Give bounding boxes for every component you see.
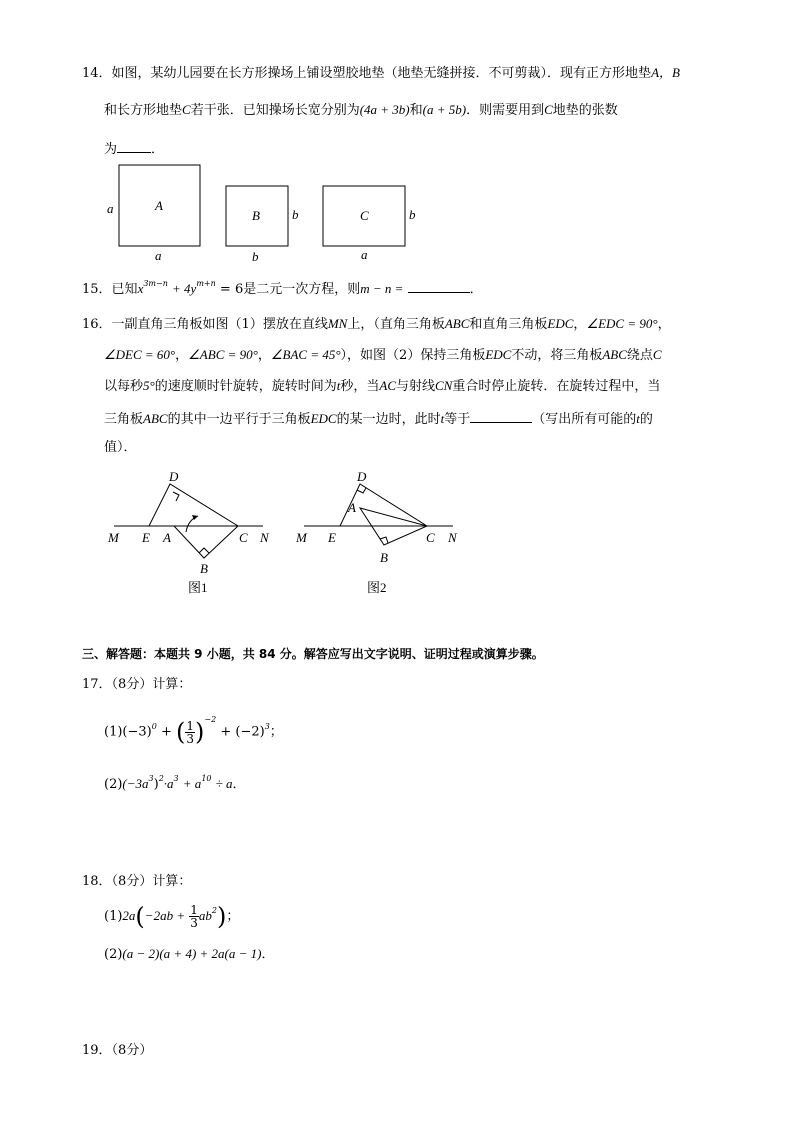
label-A: A	[155, 198, 163, 213]
q16-l1c: 和直角三角板	[469, 317, 548, 332]
q17-p1-e1: 0	[151, 721, 157, 731]
q17-p2-e2: 2	[158, 774, 164, 783]
q18-p1-a: 2a	[122, 908, 136, 923]
fig1-rotation-arrow	[186, 516, 198, 532]
q17-p2-e1: 3	[148, 774, 154, 783]
fig1-label-e: E	[142, 530, 150, 545]
fig1-triangle-edc	[149, 484, 238, 526]
q14-var-c: C	[182, 102, 191, 117]
q16-l3b: 的速度顺时针旋转，旋转时间为	[154, 379, 337, 394]
q17-p1-e2: −2	[204, 714, 217, 724]
q18-p2-label: (2)	[104, 947, 123, 962]
q16-l3d: 与射线	[396, 379, 436, 394]
fig1-triangle-abc	[174, 526, 238, 558]
q16-l4b: 的其中一边平行于三角板	[167, 412, 311, 427]
q16-t2: t	[440, 411, 445, 426]
q16-sep2: ，	[257, 348, 271, 363]
fig2-label-b: B	[380, 550, 388, 565]
q15-end: ．	[469, 282, 483, 297]
q14-text1: 如图，某幼儿园要在长方形操场上铺设塑胶地垫（地垫无缝拼接．不可剪裁）．现有正方形地垫	[111, 66, 652, 81]
q17-p2-end: ．	[232, 777, 246, 792]
q16-edc2: EDC	[485, 347, 512, 362]
q17-frac-num: 1	[186, 718, 195, 733]
label-b-bottom: b	[252, 249, 259, 264]
q16-deg: 5°	[143, 378, 155, 393]
q18-part2	[104, 945, 275, 964]
q18-p1-label: (1)	[104, 909, 123, 924]
q17-p1-t1: (−3)	[122, 724, 152, 740]
q14-text3-end: ．	[151, 142, 165, 157]
q16-l3c: 秒，当	[340, 379, 380, 394]
fig2-label-e: E	[328, 530, 336, 545]
q16-l4c: 的某一边时，此时	[336, 412, 441, 427]
fig2-caption: 图2	[367, 580, 387, 595]
label-a-bottom-c: a	[361, 247, 368, 262]
q17-p1-plus2: +	[220, 724, 232, 740]
q16-edc: EDC	[547, 316, 574, 331]
q17-p2-label: (2)	[104, 777, 123, 792]
q17-p1-t3: (−2)	[235, 724, 265, 740]
q16-t: t	[336, 378, 341, 393]
q15-exp2: m+n	[196, 279, 216, 288]
q16-edc3: EDC	[310, 411, 337, 426]
q16-angle-edc: ∠EDC = 90°	[586, 316, 658, 331]
q14-text2d: 地垫的张数	[552, 103, 618, 118]
q19-header: 19．（8分）	[82, 1043, 153, 1058]
fig1-label-n: N	[260, 530, 269, 545]
q14-text2b: 若干张．已知操场长宽分别为	[190, 103, 360, 118]
q15-exp1: 3m−n	[143, 279, 168, 288]
fig1-right-angle-b	[199, 548, 209, 553]
q16-figure1	[100, 468, 280, 598]
q16-line1	[82, 315, 671, 334]
q15-prefix: 已知	[111, 282, 138, 297]
q14-text3: 为	[104, 142, 118, 157]
q14-figure	[100, 160, 430, 264]
q14-line2	[104, 101, 618, 120]
q16-figure2	[290, 468, 470, 598]
q16-mn: MN	[327, 316, 348, 331]
q15-number: 15．	[82, 282, 112, 297]
q16-l5: 值）．	[104, 440, 137, 455]
q15-plus: + 4	[172, 281, 191, 296]
q16-angle-bac: ∠BAC = 45°	[270, 347, 341, 362]
fig1-label-c: C	[239, 530, 248, 545]
q16-sep1: ，	[175, 348, 189, 363]
q16-l2c: 不动，将三角板	[511, 348, 603, 363]
q16-line3	[104, 377, 660, 396]
q15-eq: = 6	[219, 282, 244, 297]
q18-p1-in: −2ab +	[144, 908, 186, 923]
q16-l1e: ，	[657, 317, 671, 332]
q14-text2c: ．则需要用到	[466, 103, 545, 118]
q17-p2-plus: + a	[182, 776, 202, 791]
q17-p1-plus1: +	[160, 724, 172, 740]
q18-p1-e: 2	[211, 906, 217, 915]
q16-line2	[104, 346, 662, 365]
q14-line3	[104, 138, 164, 159]
fig2-label-d: D	[357, 469, 367, 484]
q18-p2-end: ．	[261, 947, 275, 962]
q16-line5	[104, 439, 137, 457]
fig1-label-a: A	[163, 530, 171, 545]
fig2-right-angle-d	[357, 488, 366, 493]
q17-part1	[104, 712, 283, 752]
label-C: C	[360, 208, 369, 223]
q16-l4a: 三角板	[104, 412, 144, 427]
q17-p2-e4: 10	[201, 774, 212, 783]
q15-mid: 是二元一次方程，则	[243, 282, 361, 297]
q17-p2-div: ÷ a	[215, 776, 233, 791]
section3-heading: 三、解答题：本题共 9 小题，共 84 分。解答应写出文字说明、证明过程或演算步骤。	[82, 647, 544, 661]
q18-paren-open: (	[135, 902, 145, 931]
fig1-label-m: M	[108, 530, 119, 545]
q17-p2-dot: ·a	[163, 776, 174, 791]
q17-p1-label: (1)	[104, 724, 123, 740]
q16-l3e: 重合时停止旋转．在旋转过程中，当	[452, 379, 661, 394]
q16-answer-blank[interactable]	[470, 408, 532, 423]
q16-l1d: ，	[573, 317, 587, 332]
q17-p2-t1: (−3a	[122, 776, 149, 791]
q16-ac: AC	[379, 378, 396, 393]
q14-expr1: (4a + 3b)	[359, 102, 410, 117]
q16-l3a: 以每秒	[104, 379, 144, 394]
q18-header: 18．（8分）计算：	[82, 874, 192, 889]
q15-y: y	[190, 281, 197, 296]
q16-l4e: （写出所有可能的	[532, 412, 637, 427]
q18-frac-num: 1	[190, 903, 198, 917]
q14-and: 和	[409, 103, 423, 118]
q18-paren-close: )	[216, 902, 227, 931]
q14-line1	[82, 64, 680, 83]
q18-fraction	[189, 904, 199, 929]
q14-vars: A，B	[651, 65, 680, 80]
q16-point-c: C	[652, 347, 662, 362]
q16-angle-abc: ∠ABC = 90°	[188, 347, 258, 362]
q14-var-c2: C	[544, 102, 553, 117]
fig1-label-b: B	[200, 561, 208, 576]
q15-line	[82, 278, 483, 300]
q17-fraction	[185, 720, 195, 745]
q17-p1-e3: 3	[264, 721, 270, 731]
q18-p1-end: ；	[226, 909, 240, 924]
label-a-left: a	[107, 201, 114, 216]
q14-number: 14．	[82, 66, 112, 81]
q17-p1-end: ；	[269, 724, 283, 740]
fig2-label-m: M	[296, 530, 307, 545]
q16-l2b: ），如图（2）保持三角板	[340, 348, 486, 363]
q16-angle-dec: ∠DEC = 60°	[104, 347, 176, 362]
q16-abc2: ABC	[602, 347, 627, 362]
q15-mn: m − n =	[360, 281, 404, 296]
label-a-bottom: a	[155, 248, 162, 263]
q17-p2-t1b: )	[153, 777, 159, 792]
q17-frac-den: 3	[186, 731, 195, 746]
q15-x: x	[137, 281, 144, 296]
q16-l4f: 的	[639, 412, 653, 427]
label-B: B	[252, 208, 260, 223]
q16-l4d: 等于	[444, 412, 471, 427]
fig1-right-angle-d	[173, 492, 179, 501]
q17-part2	[104, 775, 246, 795]
q16-t3: t	[636, 411, 640, 426]
q16-l1b: 上，（直角三角板	[347, 317, 445, 332]
q16-abc3: ABC	[143, 411, 168, 426]
fig2-label-n: N	[448, 530, 457, 545]
q16-l2d: 绕点	[626, 348, 653, 363]
q14-text2a: 和长方形地垫	[104, 103, 183, 118]
q16-line4	[104, 408, 653, 429]
q16-number: 16．	[82, 317, 112, 332]
q18-frac-den: 3	[190, 916, 198, 930]
fig1-label-d: D	[169, 469, 179, 484]
q17-p2-e3: 3	[173, 774, 179, 783]
fig2-label-a: A	[348, 500, 356, 515]
q17-paren-open: (	[176, 718, 186, 746]
q18-p2-expr: (a − 2)(a + 4) + 2a(a − 1)	[122, 946, 262, 961]
label-b-right: b	[292, 207, 299, 222]
q16-abc: ABC	[444, 316, 470, 331]
label-b-right-c: b	[409, 207, 416, 222]
fig2-label-c: C	[426, 530, 435, 545]
q18-part1	[104, 896, 239, 936]
fig1-caption: 图1	[188, 580, 208, 595]
q15-answer-blank[interactable]	[408, 278, 470, 293]
q16-cn: CN	[435, 378, 453, 393]
q17-header: 17．（8分）计算：	[82, 677, 192, 692]
q17-paren-close: )	[195, 718, 205, 746]
q14-answer-blank[interactable]	[117, 138, 151, 153]
q16-l1: 一副直角三角板如图（1）摆放在直线	[111, 317, 328, 332]
q18-p1-ab: ab	[198, 908, 212, 923]
q14-expr2: (a + 5b)	[422, 102, 467, 117]
